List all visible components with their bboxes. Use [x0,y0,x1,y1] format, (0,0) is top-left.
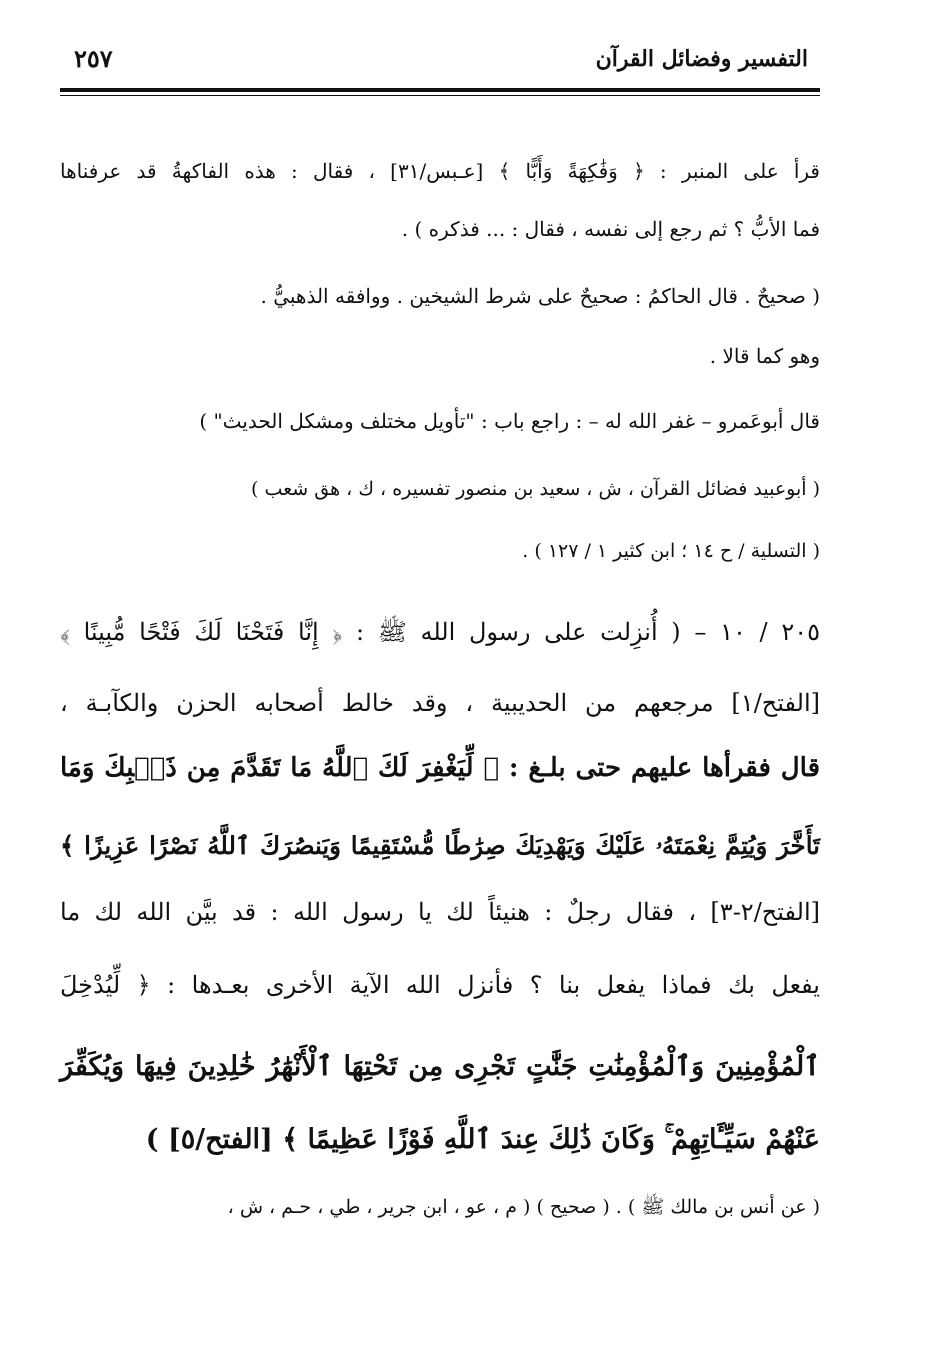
header-rule-thin [60,95,820,96]
quran-line: تَأَخَّرَ وَيُتِمَّ نِعْمَتَهُۥ عَلَيْكَ وَيَهْدِيَكَ صِرَٰطًا مُّسْتَقِيمًا وَيَنصُرَكَ ٱللَّهُ نَصْرًا عَزِيزًا ﴾ [60,831,820,860]
text-line: وهو كما قالا . [709,344,820,368]
header-rule-thick [60,88,820,92]
text-line: [الفتح/٢-٣] ، فقال رجلٌ : هنيئاً لك يا رسول الله : قد بيَّن الله لك ما [60,898,820,926]
text-line: ( أبوعبيد فضائل القرآن ، ش ، سعيد بن منصور تفسيره ، ك ، هق شعب ) [251,478,820,500]
quran-line: ٱلْمُؤْمِنِينَ وَٱلْمُؤْمِنَٰتِ جَنَّٰتٍ تَجْرِى مِن تَحْتِهَا ٱلْأَنْهَٰرُ خَٰلِدِينَ فِيهَا وَيُكَفِّرَ [60,1051,820,1082]
text-line: [الفتح/١] مرجعهم من الحديبية ، وقد خالط أصحابه الحزن والكآبـة ، [60,689,820,717]
hadith-heading-line: ٢٠٥ / ١٠ – ( أُنزِلت على رسول الله ﷺ : ﴿ إِنَّا فَتَحْنَا لَكَ فَتْحًا مُّبِينًا ﴾ [60,618,820,646]
text-line: فما الأبُّ ؟ ثم رجع إلى نفسه ، فقال : ... فذكره ) . [401,217,820,241]
text-line: ( صحيحٌ . قال الحاكمُ : صحيحٌ على شرط الشيخين . ووافقه الذهبيُّ . [260,284,820,308]
page-header [60,40,820,84]
page-number: ٢٥٧ [74,44,113,73]
text-line: قرأ على المنبر : ﴿ وَفَٰكِهَةً وَأَبًّا ﴾ [عـبس/٣١] ، فقال : هذه الفاكهةُ قد عرفناها [60,159,820,183]
text-line: قال أبوعَمرو – غفر الله له – : راجع باب : "تأويل مختلف ومشكل الحديث" ) [199,409,820,433]
text-line: ( عن أنس بن مالك ﷺ ) . ( صحيح ) ( م ، عو ، ابن جرير ، طي ، حـم ، ش ، [227,1196,820,1218]
text-line: يفعل بك فماذا يفعل بنا ؟ فأنزل الله الآية الأخرى بعـدها : ﴿ لِّيُدْخِلَ [60,971,820,999]
text-line: ( التسلية / ح ١٤ ؛ ابن كثير ١ / ١٢٧ ) . [522,540,820,562]
quran-line: عَنْهُمْ سَيِّـَٔاتِهِمْ ۚ وَكَانَ ذَٰلِكَ عِندَ ٱللَّهِ فَوْزًا عَظِيمًا ﴾ [الفتح/٥] ) [145,1124,820,1155]
quran-line: قال فقرأها عليهم حتى بلـغ : ﴿ لِّيَغْفِرَ لَكَ ٱللَّهُ مَا تَقَدَّمَ مِن ذَنۢبِكَ وَمَا [60,753,820,783]
running-title: التفسير وفضائل القرآن [595,46,808,72]
